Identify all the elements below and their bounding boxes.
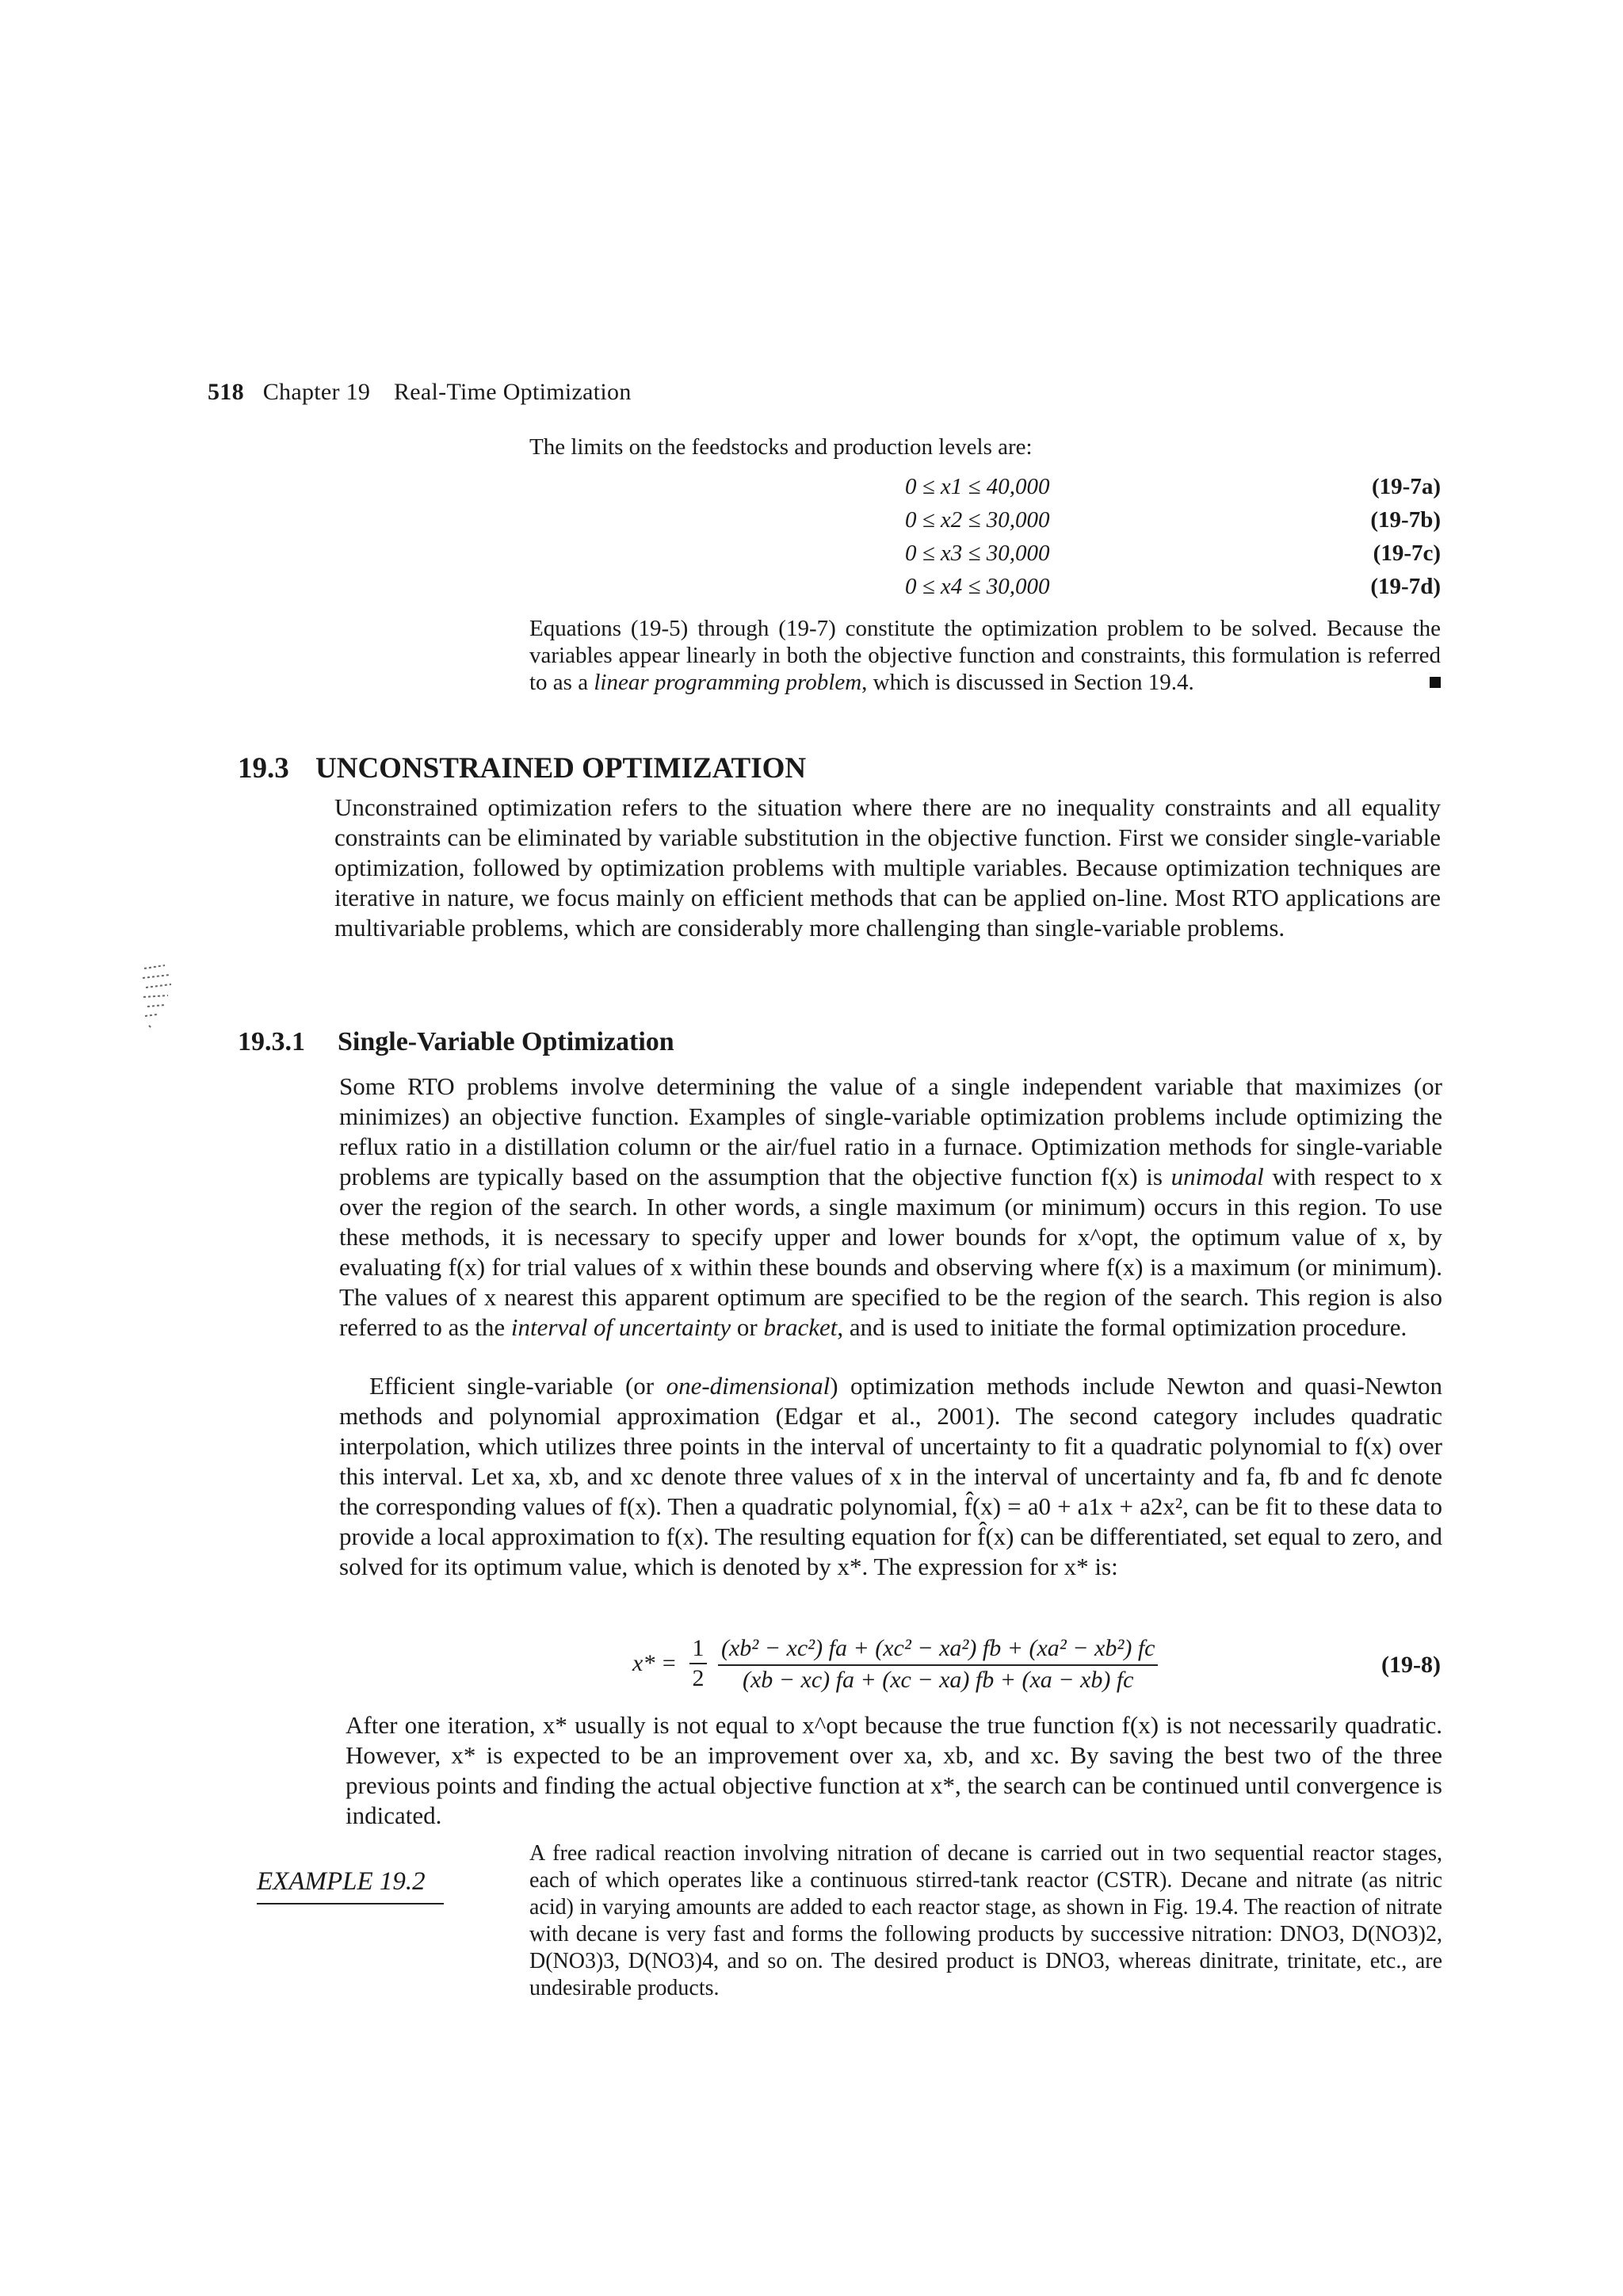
equation-19-8 <box>339 1631 1442 1701</box>
section-paragraph: Unconstrained optimization refers to the situation where there are no inequality constraints and all equality constraints can be eliminated by variable substitution in the objective function. First we consider single-variable optimization, followed by optimization problems with multiple variables. Because optimization techniques are iterative in nature, we focus mainly on efficient methods that can be applied on-line. Most RTO applications are multivariable problems, which are considerably more challenging than single-variable problems. <box>334 793 1441 942</box>
section-heading <box>238 751 806 785</box>
fraction-numerator: (xb² − xc²) fa + (xc² − xa²) fb + (xa² − xb²) fc <box>718 1634 1158 1666</box>
emphasis-term: unimodal <box>1170 1163 1264 1190</box>
coefficient-denominator: 2 <box>692 1665 705 1691</box>
paragraph: Efficient single-variable (or one-dimensional) optimization methods include Newton and quasi-Newton methods and polynomial approximation (Edgar et al., 2001). The second category includes quadratic interpolation, which utilizes three points in the interval of uncertainty to fit a quadratic polynomial to f(x) over this interval. Let xa, xb, and xc denote three values of x in the interval of uncertainty and fa, fb and fc denote the corresponding values of f(x). Then a quadratic polynomial, f̂(x) = a0 + a1x + a2x², can be fit to these data to provide a local approximation to f(x). The resulting equation for f̂(x) can be differentiated, set equal to zero, and solved for its optimum value, which is denoted by x*. The expression for x* is: <box>339 1372 1442 1580</box>
equation-expression: 0 ≤ x4 ≤ 30,000 <box>905 574 1050 599</box>
example-text: A free radical reaction involving nitration of decane is carried out in two sequential reactor stages, each of which operates like a continuous stirred-tank reactor (CSTR). Decane and nitrate (as nitric acid) in varying amounts are added to each reactor stage, as shown in Fig. 19.4. The reaction of nitrate with decane is very fast and forms the following products by successive nitration: DNO3, D(NO3)2, D(NO3)3, D(NO3)4, and so on. The desired product is DNO3, whereas dinitrate, trinitate, etc., are undesirable products. <box>529 1841 1442 2000</box>
emphasis-term: bracket <box>763 1313 838 1341</box>
limits-intro: The limits on the feedstocks and production levels are: <box>529 434 1033 460</box>
emphasis-term: one-dimensional <box>666 1372 831 1400</box>
running-header <box>208 379 632 406</box>
equation-fraction <box>718 1634 1158 1694</box>
emphasis-term: linear programming problem <box>594 670 862 695</box>
subsection-number: 19.3.1 <box>238 1027 305 1056</box>
section-title: UNCONSTRAINED OPTIMIZATION <box>315 752 807 785</box>
equation-number: (19-7d) <box>1370 574 1441 599</box>
equation-row <box>529 507 1441 541</box>
equation-number: (19-8) <box>1381 1652 1441 1678</box>
paragraph: After one iteration, x* usually is not equal to x^opt because the true function f(x) is not necessarily quadratic. However, x* is expected to be an improvement over xa, xb, and xc. By saving the best two of the three previous points and finding the actual objective function at x*, the search can be continued until convergence is indicated. <box>346 1711 1442 1829</box>
equation-expression: 0 ≤ x1 ≤ 40,000 <box>905 474 1050 499</box>
subsection-heading <box>238 1027 674 1057</box>
emphasis-term: interval of uncertainty <box>510 1313 731 1341</box>
equation-expression: 0 ≤ x3 ≤ 30,000 <box>905 541 1050 566</box>
section-number: 19.3 <box>238 752 289 785</box>
coefficient-numerator: 1 <box>689 1634 707 1664</box>
chapter-label: Chapter 19 <box>262 379 371 405</box>
page-number: 518 <box>208 379 244 405</box>
margin-scribble-icon <box>141 961 174 1033</box>
equation-coefficient <box>689 1634 707 1693</box>
limits-paragraph: Equations (19-5) through (19-7) constitute the optimization problem to be solved. Because the variables appear linearly in both the objective function and constraints, this formulation is referred to as a linear programming problem, which is discussed in Section 19.4. <box>529 616 1441 695</box>
end-of-example-square-icon <box>1430 677 1441 688</box>
equation-number: (19-7c) <box>1373 541 1441 566</box>
subsection-title: Single-Variable Optimization <box>338 1027 674 1056</box>
fraction-denominator: (xb − xc) fa + (xc − xa) fb + (xa − xb) fc <box>742 1667 1134 1693</box>
equation-expression: 0 ≤ x2 ≤ 30,000 <box>905 507 1050 533</box>
equation-number: (19-7a) <box>1372 474 1441 499</box>
equation-number: (19-7b) <box>1370 507 1441 533</box>
equation-row <box>529 574 1441 607</box>
limits-equations <box>529 474 1441 607</box>
equation-lhs: x* = <box>632 1650 678 1676</box>
chapter-title: Real-Time Optimization <box>394 379 632 405</box>
paragraph: Some RTO problems involve determining the value of a single independent variable that maximizes (or minimizes) an objective function. Examples of single-variable optimization problems include optimizing the reflux ratio in a distillation column or the air/fuel ratio in a furnace. Optimization methods for single-variable problems are typically based on the assumption that the objective function f(x) is unimodal with respect to x over the region of the search. In other words, a single maximum (or minimum) occurs in this region. To use these methods, it is necessary to specify upper and lower bounds for x^opt, the optimum value of x, by evaluating f(x) for trial values of x within these bounds and observing where f(x) is a maximum (or minimum). The values of x nearest this apparent optimum are specified to be the region of the search. This region is also referred to as the interval of uncertainty or bracket, and is used to initiate the formal optimization procedure. <box>339 1072 1442 1341</box>
example-label: EXAMPLE 19.2 <box>257 1867 444 1904</box>
equation-row <box>529 474 1441 507</box>
equation-row <box>529 541 1441 574</box>
